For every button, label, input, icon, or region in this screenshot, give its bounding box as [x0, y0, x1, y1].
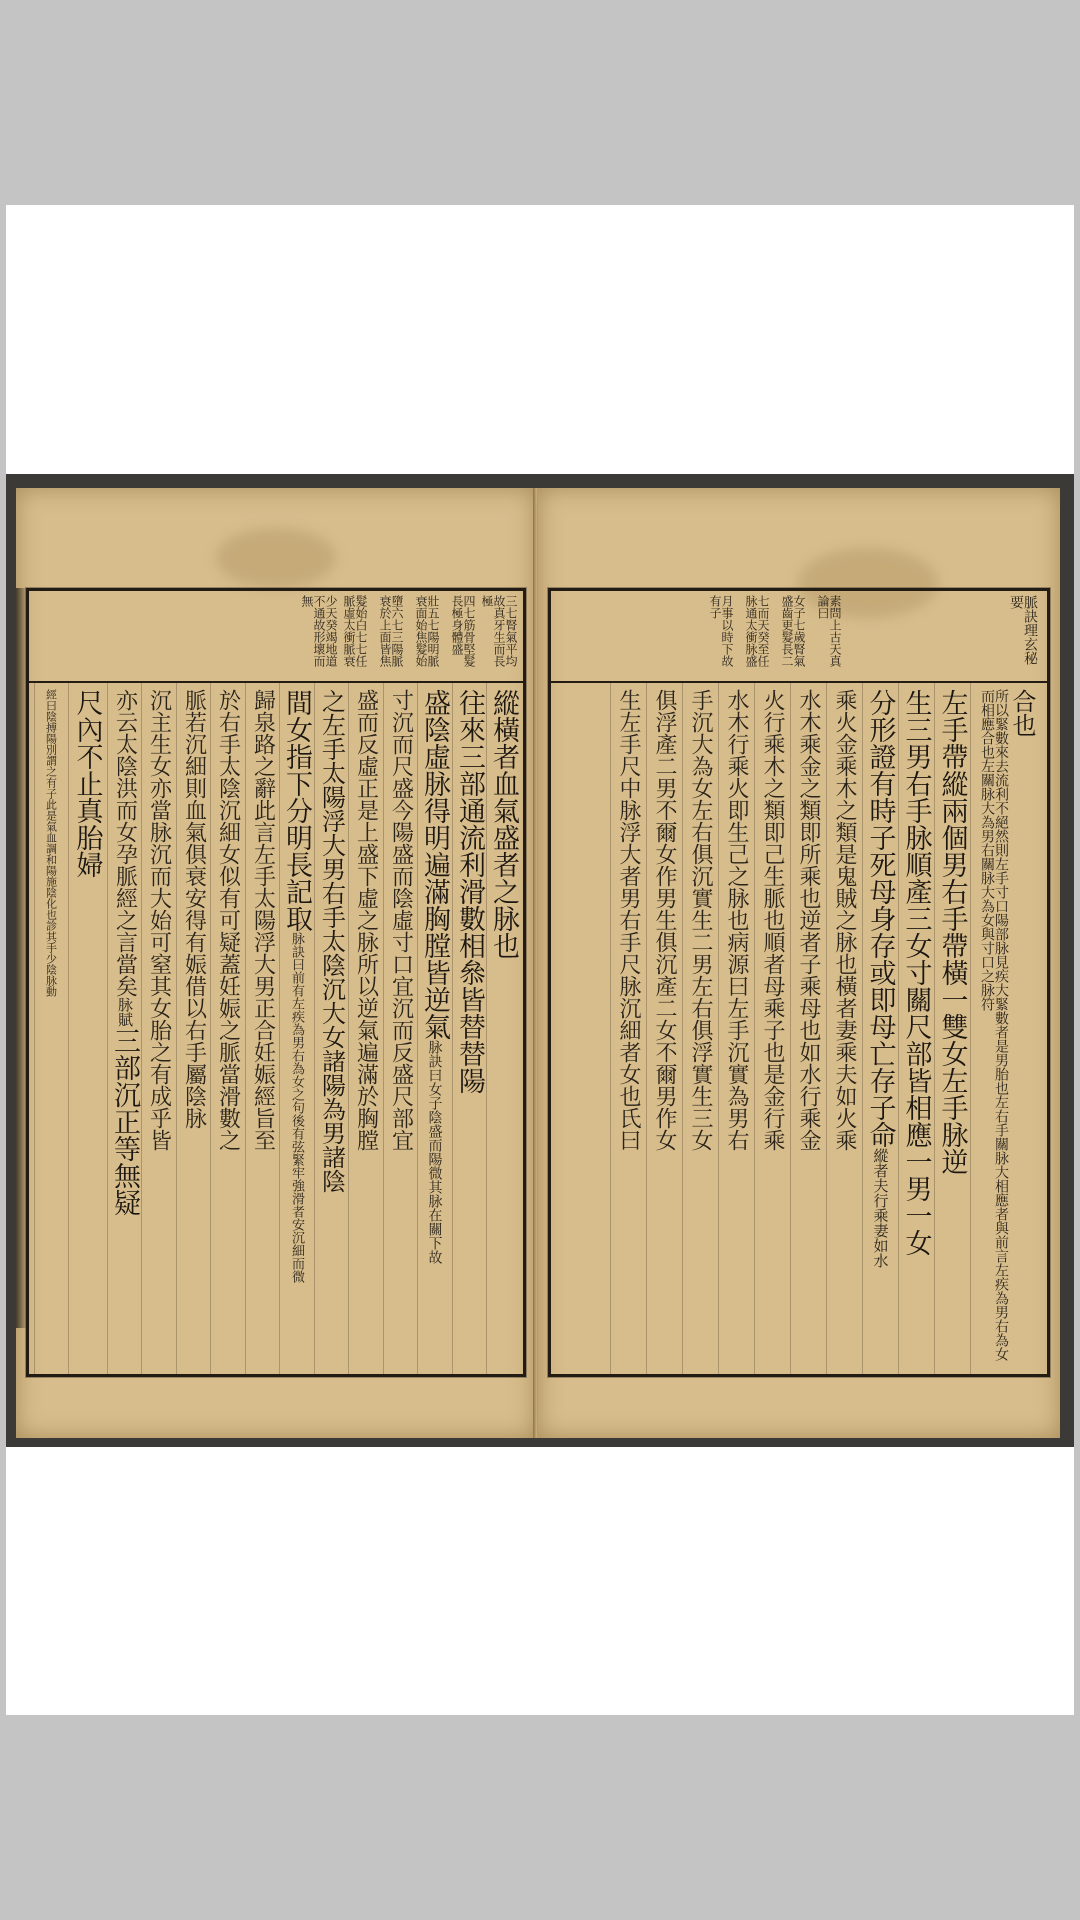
text-column [108, 683, 141, 1374]
header-note-column [301, 595, 337, 677]
commentary-text: 沉主生女亦當脉沉而大始可窒其女胎之有成乎皆 [146, 689, 172, 1151]
header-note-column [409, 595, 445, 677]
text-column [487, 683, 520, 1374]
header-note-column [1003, 595, 1043, 677]
text-column [899, 683, 933, 1374]
commentary-text: 手沉大為女左右俱沉實生二男左右俱浮實生三女 [688, 689, 713, 1151]
header-note: 壯五七陽明脈衰面始焦髮始 [414, 595, 440, 667]
commentary-text: 乘火金乘木之類是鬼賊之脉也橫者妻乘夫如火乘 [832, 689, 857, 1151]
commentary-text: 於右手太陰沉細女似有可疑蓋妊娠之脈當滑數之 [215, 689, 241, 1151]
header-note: 三七腎氣平均故真牙生而長極 [480, 595, 518, 667]
text-column [791, 683, 825, 1374]
book-scan [6, 474, 1074, 1447]
header-note: 髮始白七七任脈虛太衝脈衰 [342, 595, 368, 667]
text-column [280, 683, 313, 1374]
paper-stain [216, 528, 336, 588]
commentary-text: 俱浮產二男不爾女作男生俱沉產二女不爾男作女 [652, 689, 677, 1151]
header-note-column [775, 595, 811, 677]
text-column [971, 683, 1043, 1374]
commentary-text: 亦云太陰洪而女孕脈經之言當矣 [112, 689, 138, 997]
text-column [349, 683, 382, 1374]
main-text: 分形證有時子死母身存或即母亡存子命 [864, 689, 896, 1148]
commentary-text: 經曰陰搏陽別謂之有子此是氣血調和陽施陰化也診其手少陰脉動 [44, 689, 58, 997]
text-column [418, 683, 451, 1374]
main-text: 左手帶縱兩個男右手帶橫一雙女左手脉逆 [936, 689, 968, 1175]
header-note: 四七筋骨堅髮長極身體盛 [450, 595, 476, 667]
text-column [246, 683, 279, 1374]
left-page-frame [26, 588, 526, 1377]
text-column [863, 683, 897, 1374]
text-column [935, 683, 969, 1374]
main-text: 縱橫者血氣盛者之脉也 [488, 689, 519, 959]
text-column [35, 683, 67, 1374]
right-page [538, 488, 1060, 1438]
header-note: 月事以時下故有子 [708, 595, 734, 667]
main-text: 合也 [1008, 689, 1036, 737]
commentary-text: 生左手尺中脉浮大者男右手尺脉沉細者女也氏曰 [616, 689, 641, 1151]
main-text: 盛陰虛脉得明遍滿胸膛皆逆氣 [419, 689, 450, 1040]
header-note: 脈訣理玄秘要 [1008, 595, 1038, 665]
header-note-column [481, 595, 517, 677]
text-column [453, 683, 486, 1374]
commentary-text: 火行乘木之類即己生脈也順者母乘子也是金行乘 [760, 689, 785, 1151]
main-text: 往來三部通流利滑數相叅皆替替陽 [454, 689, 485, 1094]
text-column [611, 683, 645, 1374]
main-text: 生三男右手脉順產三女寸關尺部皆相應一男一女 [900, 689, 932, 1256]
commentary-text: 脉訣曰前有左疾為男右為女之句後有弦緊牢強滑者安沉細而微 [289, 932, 304, 1283]
right-text-body [551, 683, 1047, 1374]
text-column [827, 683, 861, 1374]
header-note-column [445, 595, 481, 677]
commentary-text: 脈若沉細則血氣俱衰安得有娠借以右手屬陰脉 [181, 689, 207, 1129]
commentary-text: 盛而反虛正是上盛下虛之脉所以逆氣遍滿於胸膛 [353, 689, 379, 1151]
right-header-notes [551, 591, 1047, 683]
text-column [647, 683, 681, 1374]
header-note-column [373, 595, 409, 677]
commentary-text: 水木行乘火即生己之脉也病源曰左手沉實為男右 [724, 689, 749, 1151]
text-column [384, 683, 417, 1374]
header-note-column [811, 595, 847, 677]
left-text-body [29, 683, 523, 1374]
main-text: 三部沉正等無疑 [109, 1027, 140, 1216]
text-column [315, 683, 348, 1374]
header-note: 七而天癸至任脉通太衝脉盛 [744, 595, 770, 667]
commentary-text: 寸沉而尺盛今陽盛而陰虛寸口宜沉而反盛尺部宜 [388, 689, 414, 1151]
commentary-text: 脉賦 [116, 997, 134, 1027]
text-column [683, 683, 717, 1374]
left-page [16, 488, 535, 1438]
header-note: 墮六七三陽脈衰於上面皆焦 [378, 595, 404, 667]
commentary-text: 歸泉路之辭此言左手太陽浮大男正合妊娠經旨至 [250, 689, 276, 1151]
text-column [719, 683, 753, 1374]
text-column [142, 683, 175, 1374]
text-column [177, 683, 210, 1374]
header-note-column [337, 595, 373, 677]
left-header-notes [29, 591, 523, 683]
text-column [755, 683, 789, 1374]
text-column [69, 683, 105, 1374]
commentary-text: 縱者夫行乘妻如水 [871, 1148, 890, 1268]
header-note: 少天癸竭地道不通故形壞而無 [300, 595, 338, 667]
commentary-text: 所以緊數來去流利不絕然則左手寸口陽部脉見疾大緊數者是男胎也左右手關脉大相應者與前言左疾為男右為女而相應合也左關脉大為男右關脉大為女與寸口之脉符 [979, 689, 1009, 1361]
header-note: 素問上古天真論曰 [816, 595, 842, 667]
header-note-column [739, 595, 775, 677]
right-page-frame [548, 588, 1050, 1377]
header-note: 女子七歲腎氣盛齒更髮長二 [780, 595, 806, 667]
text-column [211, 683, 244, 1374]
main-text: 之左手太陽浮大男右手太陰沉大女諸陽為男諸陰 [317, 689, 346, 1193]
main-text: 間女指下分明長記取 [281, 689, 312, 932]
header-note-column [703, 595, 739, 677]
main-text: 尺內不止真胎婦 [71, 689, 103, 878]
commentary-text: 脉訣曰女子陰盛而陽微其脉在關下故 [426, 1040, 443, 1264]
commentary-text: 水木乘金之類即所乘也逆者子乘母也如水行乘金 [796, 689, 821, 1151]
